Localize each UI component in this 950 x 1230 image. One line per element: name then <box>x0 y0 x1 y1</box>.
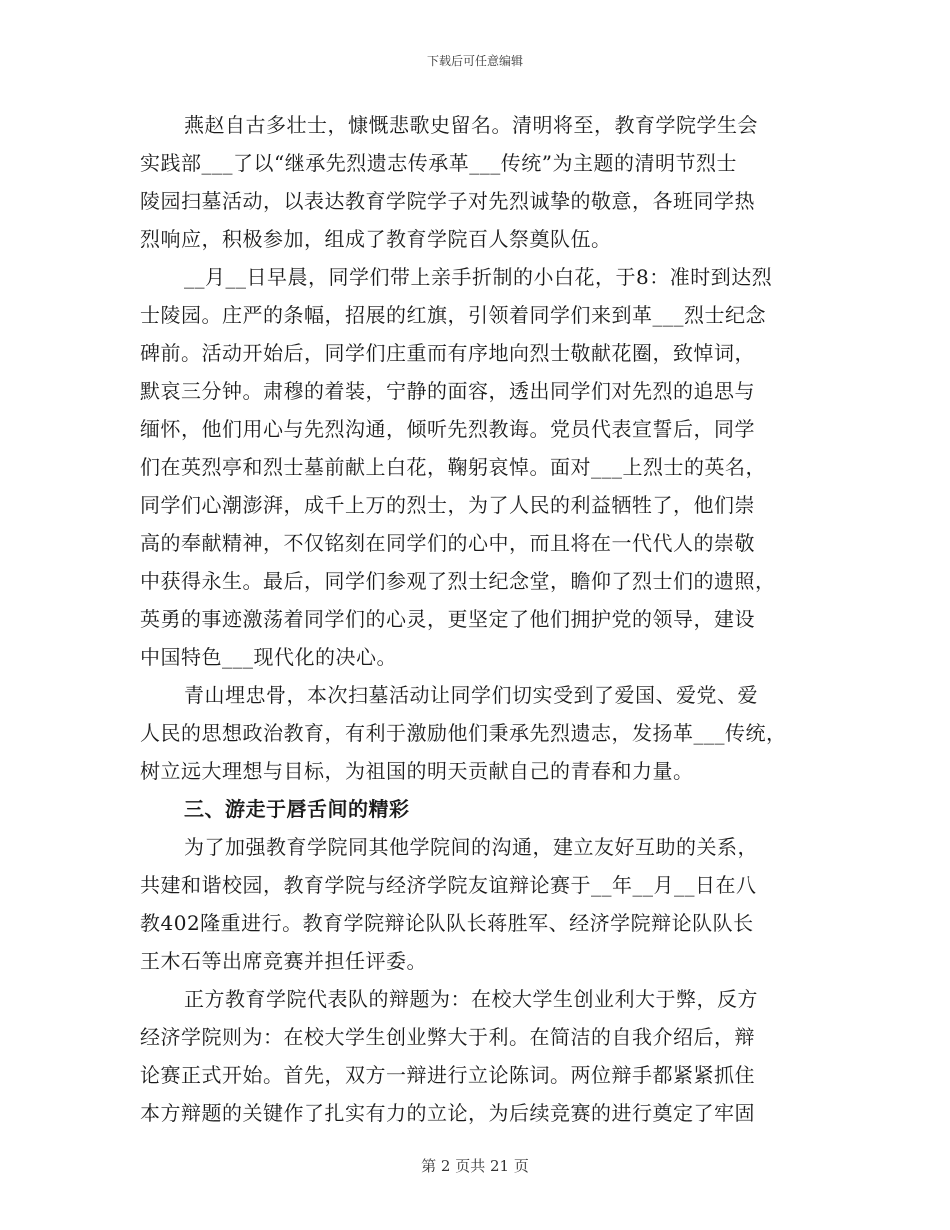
paragraph-line: 正方教育学院代表队的辩题为：在校大学生创业利大于弊，反方 <box>184 987 758 1011</box>
paragraph-line: __月__日早晨，同学们带上亲手折制的小白花，于8：准时到达烈 <box>184 265 773 289</box>
paragraph-line: 们在英烈亭和烈士墓前献上白花，鞠躬哀悼。面对___上烈士的英名， <box>140 455 766 479</box>
section-heading: 三、游走于唇舌间的精彩 <box>184 797 410 821</box>
paragraph-line: 王木石等出席竞赛并担任评委。 <box>140 949 427 973</box>
paragraph-line: 中获得永生。最后，同学们参观了烈士纪念堂，瞻仰了烈士们的遗照， <box>140 569 776 593</box>
paragraph-line: 同学们心潮澎湃，成千上万的烈士，为了人民的利益牺牲了，他们崇 <box>140 493 755 517</box>
paragraph-line: 经济学院则为：在校大学生创业弊大于利。在简洁的自我介绍后，辩 <box>140 1025 755 1049</box>
page-header: 下载后可任意编辑 <box>426 54 523 68</box>
paragraph-line: 本方辩题的关键作了扎实有力的立论，为后续竞赛的进行奠定了牢固 <box>140 1101 755 1125</box>
paragraph-line: 默哀三分钟。肃穆的着装，宁静的面容，透出同学们对先烈的追思与 <box>140 379 755 403</box>
paragraph-line: 烈响应，积极参加，组成了教育学院百人祭奠队伍。 <box>140 227 612 251</box>
paragraph-line: 论赛正式开始。首先，双方一辩进行立论陈词。两位辩手都紧紧抓住 <box>140 1063 755 1087</box>
page-footer: 第 2 页共 21 页 <box>421 1157 529 1175</box>
paragraph-line: 中国特色___现代化的决心。 <box>140 645 397 669</box>
paragraph-line: 士陵园。庄严的条幅，招展的红旗，引领着同学们来到革___烈士纪念 <box>140 303 766 327</box>
paragraph-line: 为了加强教育学院同其他学院间的沟通，建立友好互助的关系， <box>184 835 758 859</box>
paragraph-line: 缅怀，他们用心与先烈沟通，倾听先烈教诲。党员代表宣誓后，同学 <box>140 417 755 441</box>
paragraph-line: 燕赵自古多壮士，慷慨悲歌史留名。清明将至，教育学院学生会 <box>184 113 758 137</box>
paragraph-line: 人民的思想政治教育，有利于激励他们秉承先烈遗志，发扬革___传统， <box>140 721 787 745</box>
paragraph-line: 高的奉献精神，不仅铭刻在同学们的心中，而且将在一代代人的崇敬 <box>140 531 755 555</box>
paragraph-line: 碑前。活动开始后，同学们庄重而有序地向烈士敬献花圈，致悼词， <box>140 341 755 365</box>
paragraph-line: 教402隆重进行。教育学院辩论队队长蒋胜军、经济学院辩论队队长 <box>140 911 754 935</box>
paragraph-line: 青山埋忠骨，本次扫墓活动让同学们切实受到了爱国、爱党、爱 <box>184 683 758 707</box>
paragraph-line: 树立远大理想与目标，为祖国的明天贡献自己的青春和力量。 <box>140 759 694 783</box>
paragraph-line: 实践部___了以“继承先烈遗志传承革___传统”为主题的清明节烈士 <box>140 151 737 175</box>
paragraph-line: 英勇的事迹激荡着同学们的心灵，更坚定了他们拥护党的领导，建设 <box>140 607 755 631</box>
paragraph-line: 陵园扫墓活动，以表达教育学院学子对先烈诚挚的敬意，各班同学热 <box>140 189 755 213</box>
document-body <box>140 106 820 1132</box>
paragraph-line: 共建和谐校园，教育学院与经济学院友谊辩论赛于__年__月__日在八 <box>140 873 757 897</box>
